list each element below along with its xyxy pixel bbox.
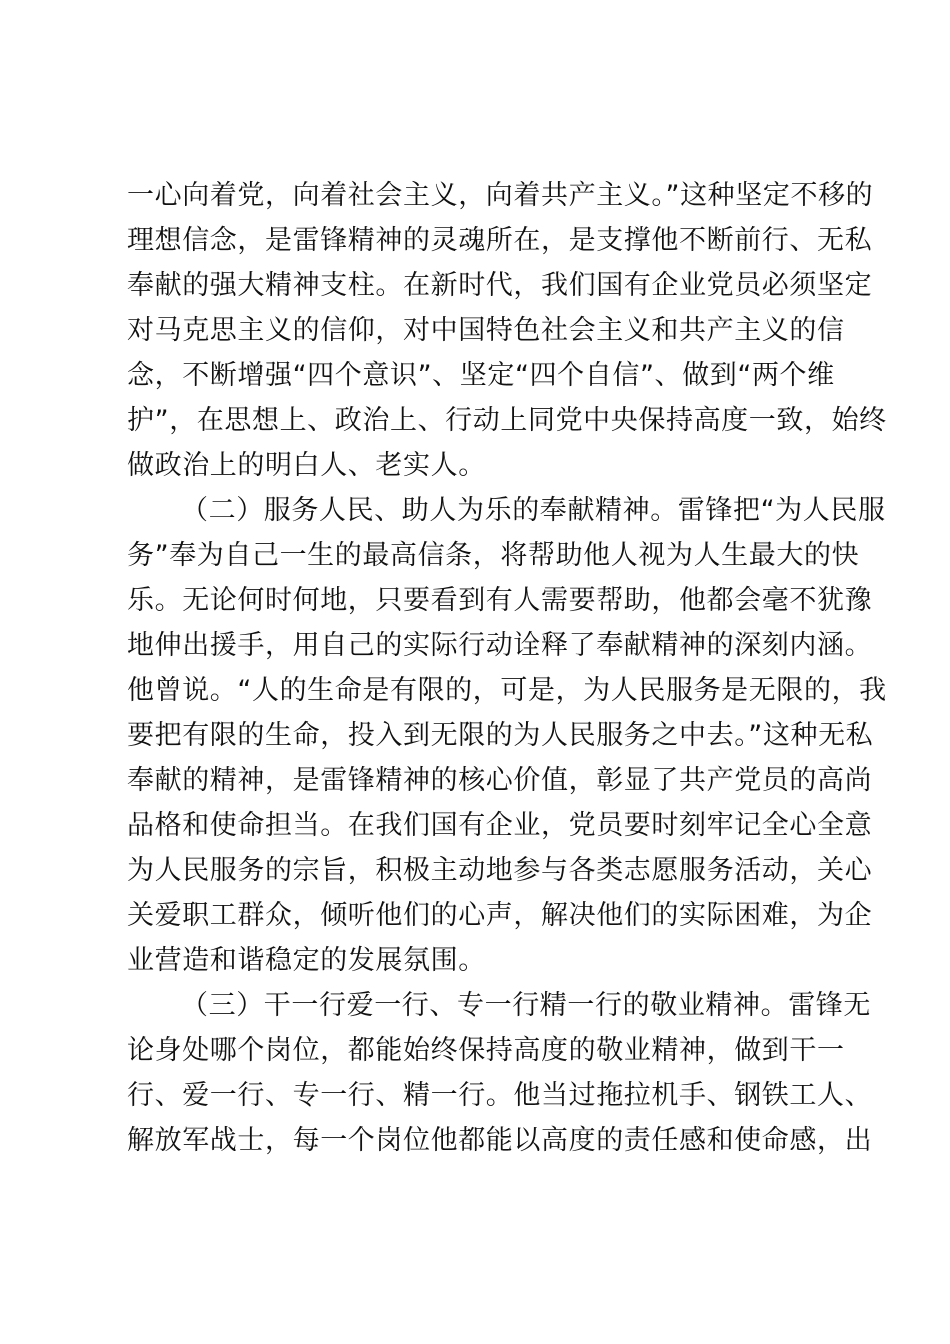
text-line: 地伸出援手，用自己的实际行动诠释了奉献精神的深刻内涵。 xyxy=(127,630,873,661)
text-line: 为人民服务的宗旨，积极主动地参与各类志愿服务活动，关心 xyxy=(127,855,873,886)
text-line: 护”，在思想上、政治上、行动上同党中央保持高度一致，始终 xyxy=(127,405,887,436)
text-line: 奉献的精神，是雷锋精神的核心价值，彰显了共产党员的高尚 xyxy=(127,765,873,796)
text-line: 念，不断增强“四个意识”、坚定“四个自信”、做到“两个维 xyxy=(127,360,835,391)
text-line: 解放军战士，每一个岗位他都能以高度的责任感和使命感，出 xyxy=(127,1125,873,1156)
text-line: 业营造和谐稳定的发展氛围。 xyxy=(127,945,486,976)
paragraph-heading-2: （二）服务人民、助人为乐的奉献精神。雷锋把“为人民服 xyxy=(181,495,886,526)
text-line: 一心向着党，向着社会主义，向着共产主义。”这种坚定不移的 xyxy=(127,180,874,211)
paragraph-heading-3: （三）干一行爱一行、专一行精一行的敬业精神。雷锋无 xyxy=(181,990,871,1021)
text-line: 做政治上的明白人、老实人。 xyxy=(127,450,486,481)
text-line: 理想信念，是雷锋精神的灵魂所在，是支撑他不断前行、无私 xyxy=(127,225,873,256)
text-line: 乐。无论何时何地，只要看到有人需要帮助，他都会毫不犹豫 xyxy=(127,585,873,616)
text-line: 关爱职工群众，倾听他们的心声，解决他们的实际困难，为企 xyxy=(127,900,873,931)
text-line: 对马克思主义的信仰，对中国特色社会主义和共产主义的信 xyxy=(127,315,845,346)
text-line: 品格和使命担当。在我们国有企业，党员要时刻牢记全心全意 xyxy=(127,810,873,841)
text-line: 他曾说。“人的生命是有限的，可是，为人民服务是无限的，我 xyxy=(127,675,887,706)
text-line: 奉献的强大精神支柱。在新时代，我们国有企业党员必须坚定 xyxy=(127,270,873,301)
text-line: 论身处哪个岗位，都能始终保持高度的敬业精神，做到干一 xyxy=(127,1035,845,1066)
text-line: 要把有限的生命，投入到无限的为人民服务之中去。”这种无私 xyxy=(127,720,874,751)
text-line: 行、爱一行、专一行、精一行。他当过拖拉机手、钢铁工人、 xyxy=(127,1080,873,1111)
text-line: 务”奉为自己一生的最高信条，将帮助他人视为人生最大的快 xyxy=(127,540,860,571)
